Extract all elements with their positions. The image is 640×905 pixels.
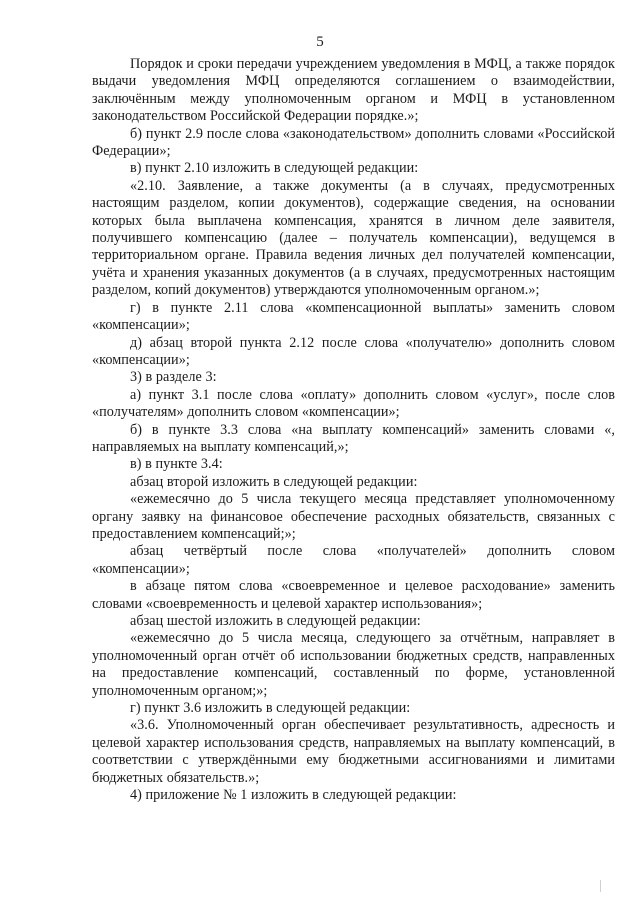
scan-mark bbox=[600, 880, 609, 892]
paragraph-item-g-2-11: г) в пункте 2.11 слова «компенсационной выплаты» заменить словом «компенсации»; bbox=[92, 299, 615, 334]
paragraph-item-g-3-6: г) пункт 3.6 изложить в следующей редакции: bbox=[130, 700, 411, 717]
paragraph-item-b-3-3: б) в пункте 3.3 слова «на выплату компенсаций» заменить словами «, направляемых на выплату компенсаций,»; bbox=[92, 421, 615, 455]
paragraph-sixth-subparagraph: абзац шестой изложить в следующей редакции: bbox=[130, 613, 421, 629]
paragraph-fifth-subparagraph: в абзаце пятом слова «своевременное и целевое расходование» заменить словами «своевременность и целевой характер использования»; bbox=[92, 578, 615, 612]
paragraph-mfc-notification: Порядок и сроки передачи учреждением уведомления в МФЦ, а также порядок выдачи уведомления МФЦ определяются соглашением о взаимодействии, заключённым между уполномоченным органом и МФЦ в установленном законодательством Российской Федерации порядке.»; bbox=[92, 56, 615, 125]
paragraph-item-v-3-4: в) в пункте 3.4: bbox=[130, 456, 223, 473]
paragraph-section-3: 3) в разделе 3: bbox=[130, 369, 217, 386]
paragraph-item-a-3-1: а) пункт 3.1 после слова «оплату» дополнить словом «услуг», после слов «получателям» дополнить словом «компенсации»; bbox=[92, 386, 615, 421]
paragraph-clause-2-10-text: «2.10. Заявление, а также документы (а в случаях, предусмотренных настоящим разделом, копии документов), содержащие сведения, на основании которых была выплачена компенсация, хранятся в личном деле заявителя, получившего компенсацию (далее – получатель компенсации), ведущемся в территориальном органе. Правила ведения личных дел получателей компенсации, учёта и хранения указанных документов (а в случаях, предусмотренных настоящим разделом, копий документов) утверждаются уполномоченным органом.»; bbox=[92, 177, 615, 299]
page-number: 5 bbox=[316, 34, 324, 50]
paragraph-item-b-2-9: б) пункт 2.9 после слова «законодательством» дополнить словами «Российской Федерации»; bbox=[92, 125, 615, 160]
paragraph-monthly-request: «ежемесячно до 5 числа текущего месяца представляет уполномоченному органу заявку на финансовое обеспечение расходных обязательств, связанных с предоставлением компенсаций;»; bbox=[92, 491, 615, 542]
paragraph-monthly-report: «ежемесячно до 5 числа месяца, следующего за отчётным, направляет в уполномоченный орган отчёт об использовании бюджетных средств, направленных на предоставление компенсаций, составленный по форме, установленной уполномоченным органом;»; bbox=[92, 630, 615, 699]
document-body bbox=[92, 56, 615, 804]
paragraph-item-v-2-10: в) пункт 2.10 изложить в следующей редакции: bbox=[130, 160, 419, 177]
paragraph-second-subparagraph: абзац второй изложить в следующей редакции: bbox=[130, 473, 418, 490]
paragraph-clause-3-6-text: «3.6. Уполномоченный орган обеспечивает результативность, адресность и целевой характер использования средств, направляемых на выплату компенсаций, в соответствии с утверждёнными ему бюджетными ассигнованиями и лимитами бюджетных обязательств.»; bbox=[92, 717, 615, 786]
paragraph-fourth-subparagraph: абзац четвёртый после слова «получателей» дополнить словом «компенсации»; bbox=[92, 543, 615, 577]
paragraph-appendix-1: 4) приложение № 1 изложить в следующей редакции: bbox=[130, 787, 457, 804]
paragraph-item-d-2-12: д) абзац второй пункта 2.12 после слова «получателю» дополнить словом «компенсации»; bbox=[92, 334, 615, 368]
